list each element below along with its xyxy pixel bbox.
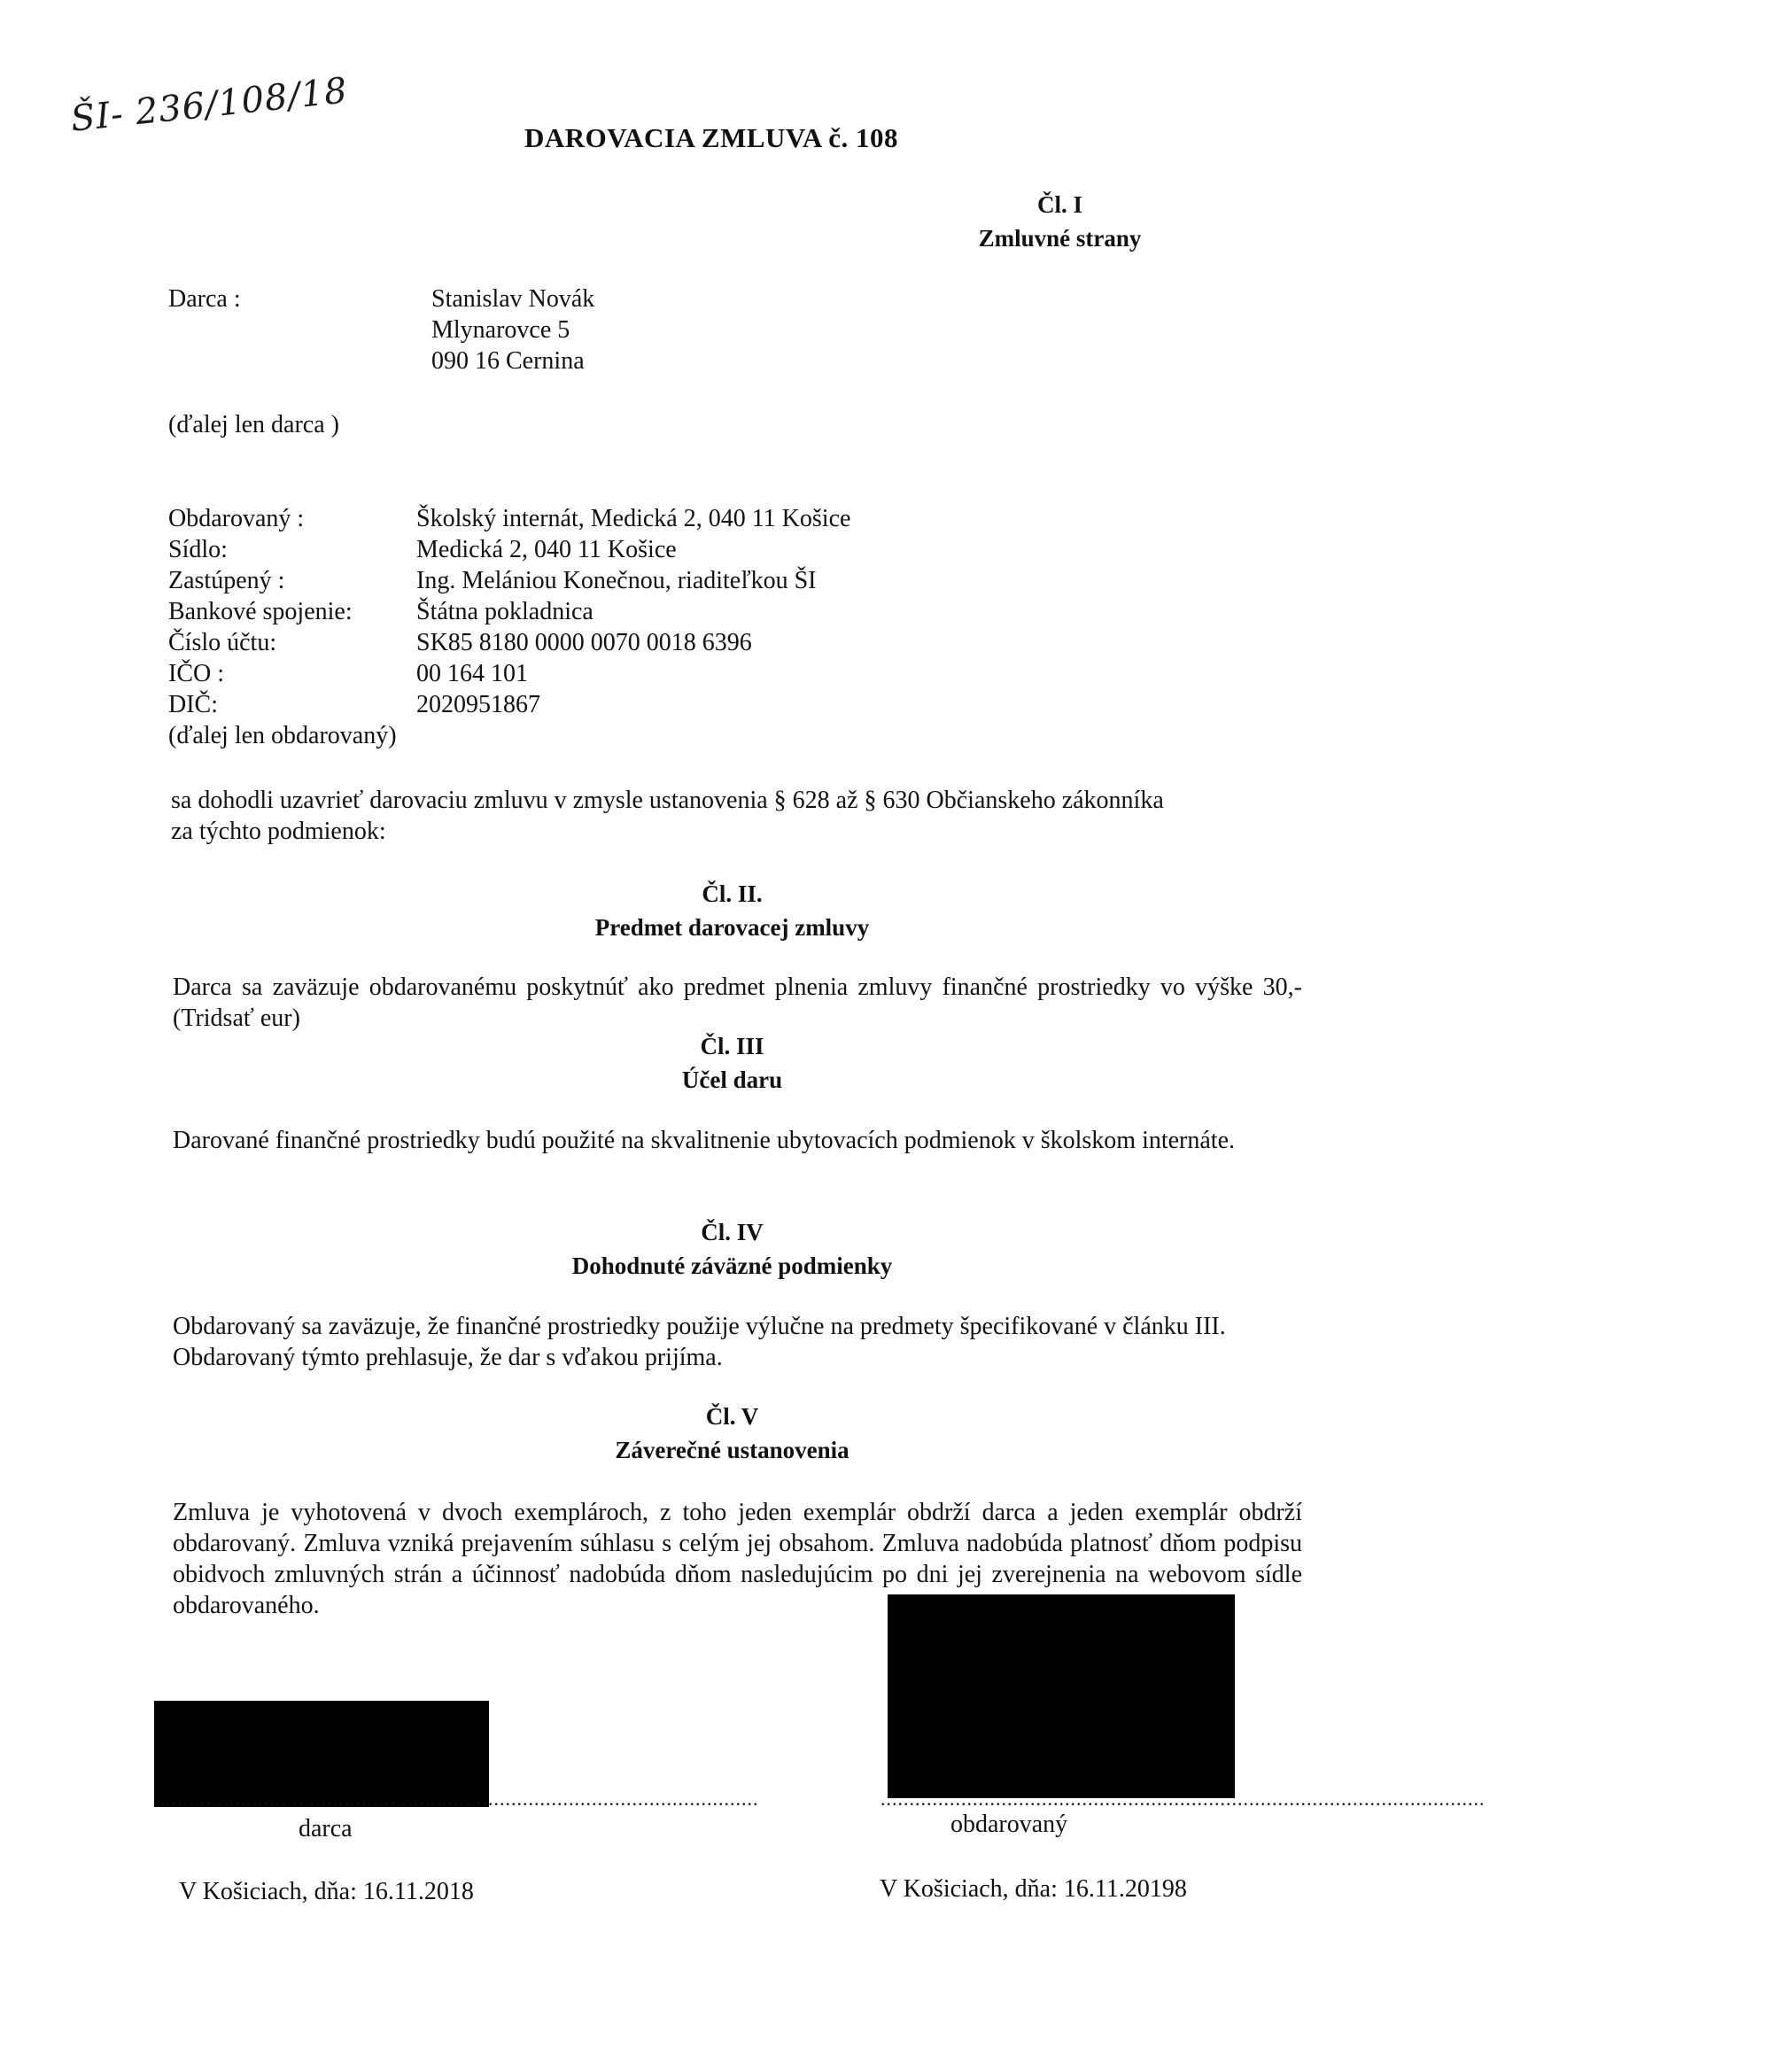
donee-label-represented: Zastúpený : [168, 567, 285, 594]
donee-label-dic: DIČ: [168, 691, 218, 718]
article-3-title: Účel daru [681, 1067, 783, 1093]
donor-signature-label: darca [299, 1815, 353, 1842]
donee-label-seat: Sídlo: [168, 536, 228, 563]
article-4-text: Obdarovaný sa zaväzuje, že finančné prostriedky použije výlučne na predmety špecifikované v článku III. Obdarovaný týmto prehlasuje, že dar s vďakou prijíma. [173, 1313, 1226, 1371]
article-5-number: Čl. V [705, 1403, 759, 1430]
donor-street: Mlynarovce 5 [431, 316, 570, 344]
document-title: DAROVACIA ZMLUVA č. 108 [524, 122, 899, 153]
donee-value-dic: 2020951867 [416, 691, 540, 718]
article-2-title: Predmet darovacej zmluvy [594, 914, 870, 941]
donor-name: Stanislav Novák [431, 285, 595, 313]
article-4-heading [0, 1215, 1464, 1283]
article-2-text: Darca sa zaväzuje obdarovanému poskytnúť ako predmet plnenia zmluvy finančné prostriedky vo výške 30,- (Tridsať eur) [173, 973, 1302, 1032]
donee-place-date: V Košiciach, dňa: 16.11.20198 [880, 1875, 1187, 1903]
article-2-heading [0, 877, 1464, 944]
article-3-number: Čl. III [700, 1033, 764, 1059]
donor-place-date: V Košiciach, dňa: 16.11.2018 [179, 1878, 474, 1905]
donee-value-name: Školský internát, Medická 2, 040 11 Košice [416, 505, 851, 532]
article-5-heading [0, 1400, 1464, 1467]
donor-signature-line: ......................................................................................................... [154, 1788, 759, 1810]
donee-label-bank: Bankové spojenie: [168, 598, 353, 625]
article-3-text: Darované finančné prostriedky budú použité na skvalitnenie ubytovacích podmienok v školskom internáte. [173, 1127, 1236, 1154]
donee-label-account: Číslo účtu: [168, 629, 277, 656]
donee-signature-label: obdarovaný [950, 1811, 1068, 1838]
article-1-title: Zmluvné strany [978, 225, 1142, 252]
donee-value-represented: Ing. Melániou Konečnou, riaditeľkou ŠI [416, 567, 817, 594]
donee-alias: (ďalej len obdarovaný) [168, 722, 397, 749]
donor-city: 090 16 Cernina [431, 347, 585, 375]
donor-label: Darca : [168, 285, 241, 313]
article-4-title: Dohodnuté záväzné podmienky [571, 1253, 893, 1279]
article-5-title: Záverečné ustanovenia [615, 1437, 849, 1463]
handwritten-reference: ŠI- 236/108/18 [68, 70, 350, 140]
donee-value-seat: Medická 2, 040 11 Košice [416, 536, 677, 563]
donor-alias: (ďalej len darca ) [168, 411, 339, 438]
donee-labels [168, 503, 397, 751]
article-1-number: Čl. I [1036, 191, 1082, 218]
article-3-heading [0, 1029, 1464, 1097]
donee-value-account: SK85 8180 0000 0070 0018 6396 [416, 629, 752, 656]
donee-value-bank: Štátna pokladnica [416, 598, 593, 625]
agreement-line-1: sa dohodli uzavrieť darovaciu zmluvu v zmysle ustanovenia § 628 až § 630 Občianskeho zákonníka [171, 787, 1164, 814]
donee-label-name: Obdarovaný : [168, 505, 305, 532]
agreement-line-2: za týchto podmienok: [171, 818, 386, 845]
donee-signature-redaction [888, 1594, 1235, 1798]
donee-signature-line: ......................................................................................................... [880, 1788, 1486, 1810]
article-4-number: Čl. IV [701, 1219, 764, 1245]
donee-value-ico: 00 164 101 [416, 660, 528, 687]
article-5-text: Zmluva je vyhotovená v dvoch exemplároch, z toho jeden exemplár obdrží darca a jeden exemplár obdrží obdarovaný. Zmluva vzniká prejavením súhlasu s celým jej obsahom. Zmluva nadobúda platnosť dňom podpisu obidvoch zmluvných strán a účinnosť nadobúda dňom nasledujúcim po dni jej zverejnenia na webovom sídle obdarovaného. [173, 1499, 1302, 1619]
article-1-heading [328, 188, 1792, 255]
article-2-number: Čl. II. [702, 880, 763, 907]
donee-values [416, 503, 850, 720]
donee-label-ico: IČO : [168, 660, 224, 687]
